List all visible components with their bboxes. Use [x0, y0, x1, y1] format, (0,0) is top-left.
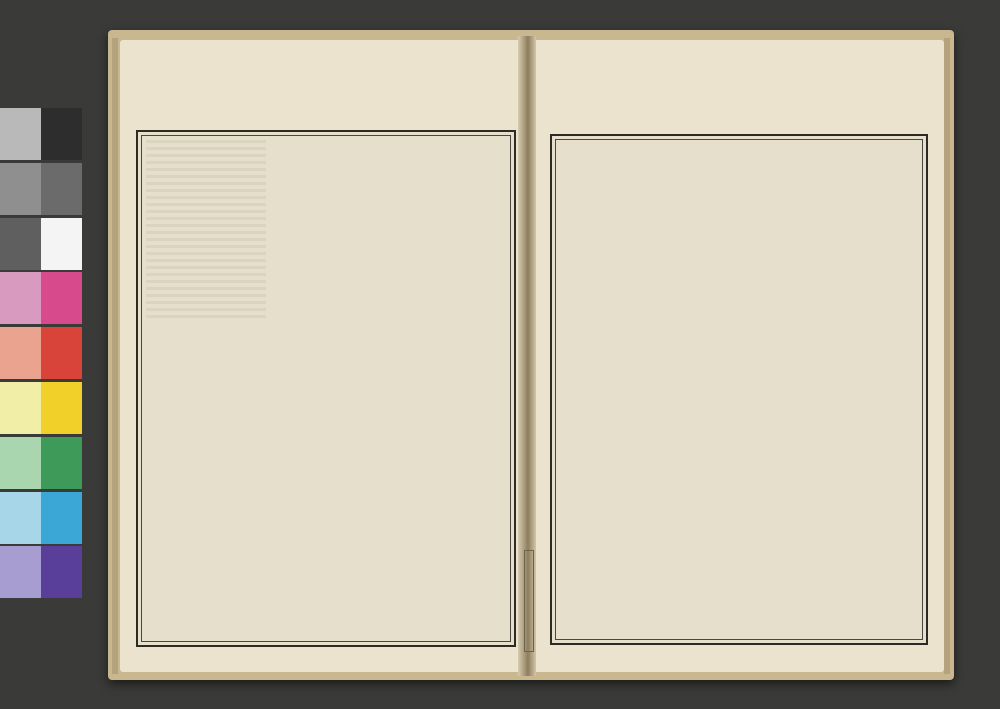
right-text-body [570, 154, 908, 625]
left-text-body [156, 150, 496, 627]
gutter-label [524, 550, 534, 652]
calibration-swatch [41, 546, 82, 598]
calibration-swatch [41, 108, 82, 160]
calibration-swatch [41, 218, 82, 270]
left-text-frame [136, 130, 516, 647]
calibration-swatch [0, 163, 41, 215]
calibration-swatch [0, 327, 41, 379]
calibration-swatch [0, 546, 41, 598]
calibration-swatch [0, 437, 41, 489]
calibration-swatch [0, 272, 41, 324]
calibration-swatch [0, 382, 41, 434]
calibration-swatch [41, 327, 82, 379]
calibration-swatch [0, 492, 41, 544]
page-edges-left [112, 38, 118, 674]
open-book [108, 30, 954, 680]
calibration-swatch [41, 492, 82, 544]
calibration-swatch [41, 163, 82, 215]
calibration-swatch [41, 272, 82, 324]
calibration-swatch [0, 108, 41, 160]
page-edges-right [944, 38, 950, 674]
color-calibration-strip [0, 108, 82, 602]
calibration-swatch [41, 382, 82, 434]
faint-background-print [146, 140, 266, 320]
calibration-swatch [41, 437, 82, 489]
right-text-frame [550, 134, 928, 645]
calibration-swatch [0, 218, 41, 270]
